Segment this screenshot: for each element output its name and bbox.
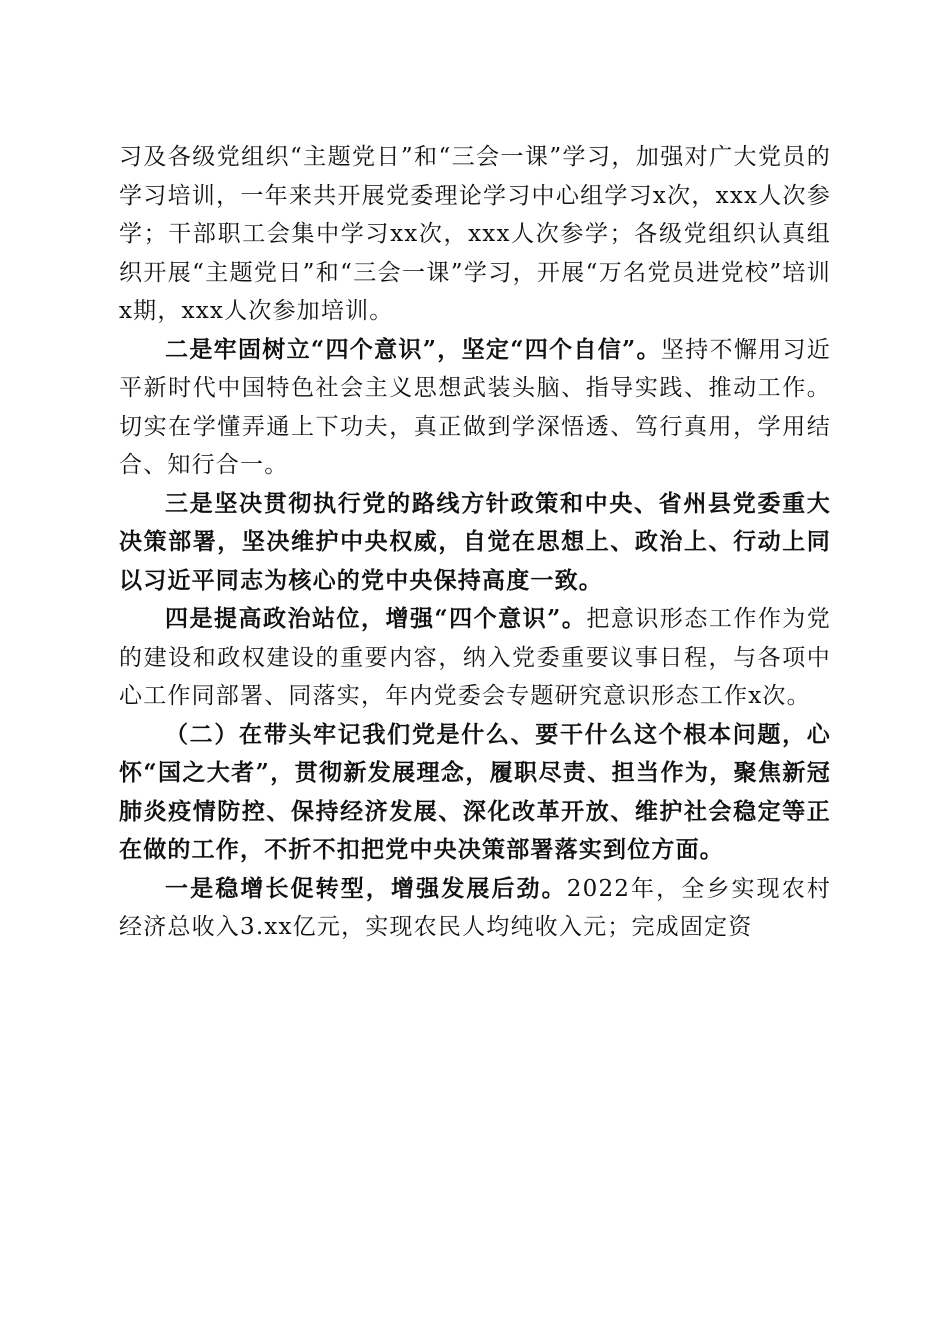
paragraph-1 bbox=[119, 138, 831, 331]
paragraph-2-text: 坚持不懈用习近平新时代中国特色社会主义思想武装头脑、指导实践、推动工作。切实在学懂弄通上下功夫，真正做到学深悟透、笃行真用，学用结合、知行合一。 bbox=[119, 336, 831, 478]
paragraph-2-lead: 二是牢固树立“四个意识”，坚定“四个自信”。 bbox=[165, 335, 661, 363]
paragraph-4-lead: 四是提高政治站位，增强“四个意识”。 bbox=[165, 605, 587, 632]
paragraph-2 bbox=[119, 331, 831, 485]
document-page bbox=[119, 138, 831, 947]
section-heading-2-text: （二）在带头牢记我们党是什么、要干什么这个根本问题，心怀“国之大者”，贯彻新发展理念，履职尽责、担当作为，聚焦新冠肺炎疫情防控、保持经济发展、深化改革开放、维护社会稳定等正在做的工作，不折不扣把党中央决策部署落实到位方面。 bbox=[119, 720, 831, 863]
paragraph-6-lead: 一是稳增长促转型，增强发展后劲。 bbox=[165, 874, 567, 902]
paragraph-3 bbox=[119, 485, 831, 601]
paragraph-6 bbox=[119, 870, 831, 947]
paragraph-4 bbox=[119, 600, 831, 716]
paragraph-1-text: 习及各级党组织“主题党日”和“三会一课”学习，加强对广大党员的学习培训，一年来共开展党委理论学习中心组学习x次，xxx人次参学；干部职工会集中学习xx次，xxx人次参学；各级党组织认真组织开展“主题党日”和“三会一课”学习，开展“万名党员进党校”培训x期，xxx人次参加培训。 bbox=[119, 144, 831, 324]
paragraph-6-text: 2022年，全乡实现农村经济总收入3.xx亿元，实现农民人均纯收入元；完成固定资 bbox=[119, 875, 832, 940]
section-heading-2 bbox=[119, 716, 831, 870]
paragraph-3-lead: 三是坚决贯彻执行党的路线方针政策和中央、省州县党委重大决策部署，坚决维护中央权威，自觉在思想上、政治上、行动上同以习近平同志为核心的党中央保持高度一致。 bbox=[119, 489, 831, 594]
paragraph-4-text: 把意识形态工作作为党的建设和政权建设的重要内容，纳入党委重要议事日程，与各项中心工作同部署、同落实，年内党委会专题研究意识形态工作x次。 bbox=[119, 606, 832, 709]
